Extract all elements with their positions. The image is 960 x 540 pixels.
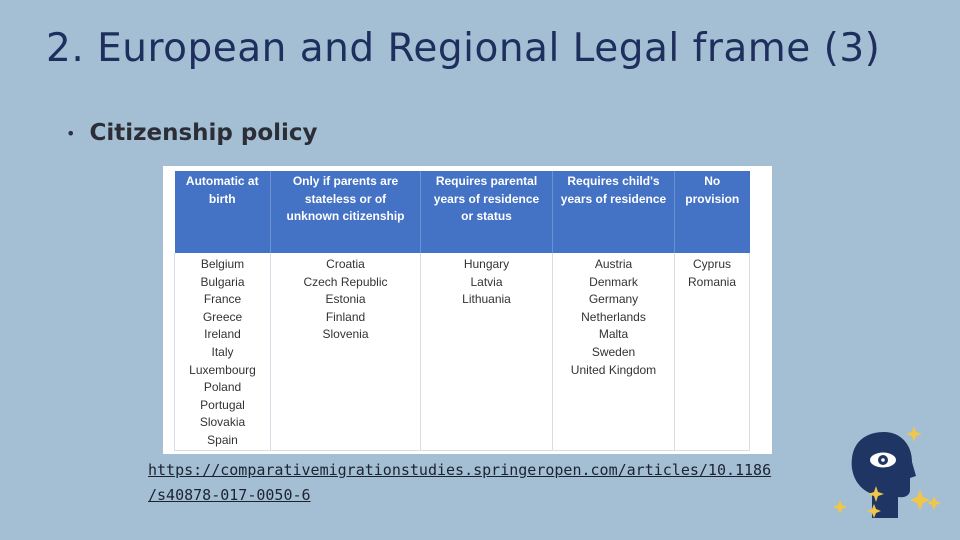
column-header-line: years of residence	[433, 191, 540, 206]
country-name: Cyprus	[692, 257, 731, 271]
country-name: Lithuania	[462, 292, 511, 307]
source-link-line-1[interactable]: https://comparativemigrationstudies.springeropen.com/articles/10.1186	[148, 461, 772, 479]
slide-title: 2. European and Regional Legal frame (3)	[46, 26, 881, 71]
country-name: Latvia	[470, 274, 503, 289]
bullet-dot: •	[66, 123, 76, 143]
country-cell	[271, 253, 421, 450]
country-name: Portugal	[200, 397, 245, 412]
country-name: Germany	[588, 292, 639, 307]
column-header-line: stateless or of	[304, 191, 387, 206]
country-name: Czech Republic	[303, 274, 388, 289]
country-name: Bulgaria	[200, 274, 245, 289]
eye-head-logo-icon	[828, 422, 948, 522]
country-name: Greece	[202, 309, 243, 324]
citizenship-table	[174, 171, 750, 451]
table-header-row	[175, 171, 750, 253]
source-link-line-2[interactable]: /s40878-017-0050-6	[148, 486, 311, 504]
country-cell	[675, 253, 750, 450]
country-name: Italy	[211, 344, 234, 359]
country-name: Slovakia	[199, 415, 246, 430]
country-name: Estonia	[325, 292, 366, 307]
country-name: Austria	[594, 257, 633, 271]
column-header-line: Requires parental	[435, 174, 538, 188]
column-header-line: Requires child's	[567, 174, 660, 188]
country-name: Sweden	[591, 344, 636, 359]
column-header-line: No	[704, 174, 721, 188]
column-header-line: Only if parents are	[292, 174, 399, 188]
column-header	[553, 171, 675, 253]
citizenship-table-image	[163, 166, 772, 454]
column-header-line: birth	[208, 191, 236, 206]
country-name: Slovenia	[322, 327, 369, 342]
country-name: France	[203, 292, 242, 307]
column-header	[271, 171, 421, 253]
bullet-text: Citizenship policy	[89, 120, 318, 146]
country-name: Luxembourg	[189, 362, 256, 377]
country-name: Malta	[598, 327, 629, 342]
country-name: Romania	[687, 274, 737, 289]
country-name: Finland	[325, 309, 366, 324]
source-link[interactable]	[148, 458, 771, 508]
column-header-line: provision	[685, 191, 740, 206]
country-cell	[553, 253, 675, 450]
table-row	[175, 253, 750, 450]
bullet-item	[66, 120, 318, 146]
column-header-line: years of residence	[560, 191, 667, 206]
country-name: Poland	[203, 380, 242, 395]
country-name: United Kingdom	[570, 362, 657, 377]
column-header-line: or status	[461, 209, 512, 224]
column-header	[675, 171, 750, 253]
country-name: Denmark	[589, 274, 638, 289]
country-name: Spain	[207, 432, 238, 447]
country-cell	[175, 253, 271, 450]
country-name: Ireland	[204, 327, 241, 342]
column-header-line: Automatic at	[185, 174, 259, 188]
column-header-line: unknown citizenship	[286, 209, 405, 224]
country-name: Croatia	[326, 257, 365, 271]
country-name: Belgium	[200, 257, 245, 271]
country-name: Netherlands	[581, 309, 646, 324]
country-name: Hungary	[463, 257, 510, 271]
column-header	[175, 171, 271, 253]
column-header	[421, 171, 553, 253]
country-cell	[421, 253, 553, 450]
